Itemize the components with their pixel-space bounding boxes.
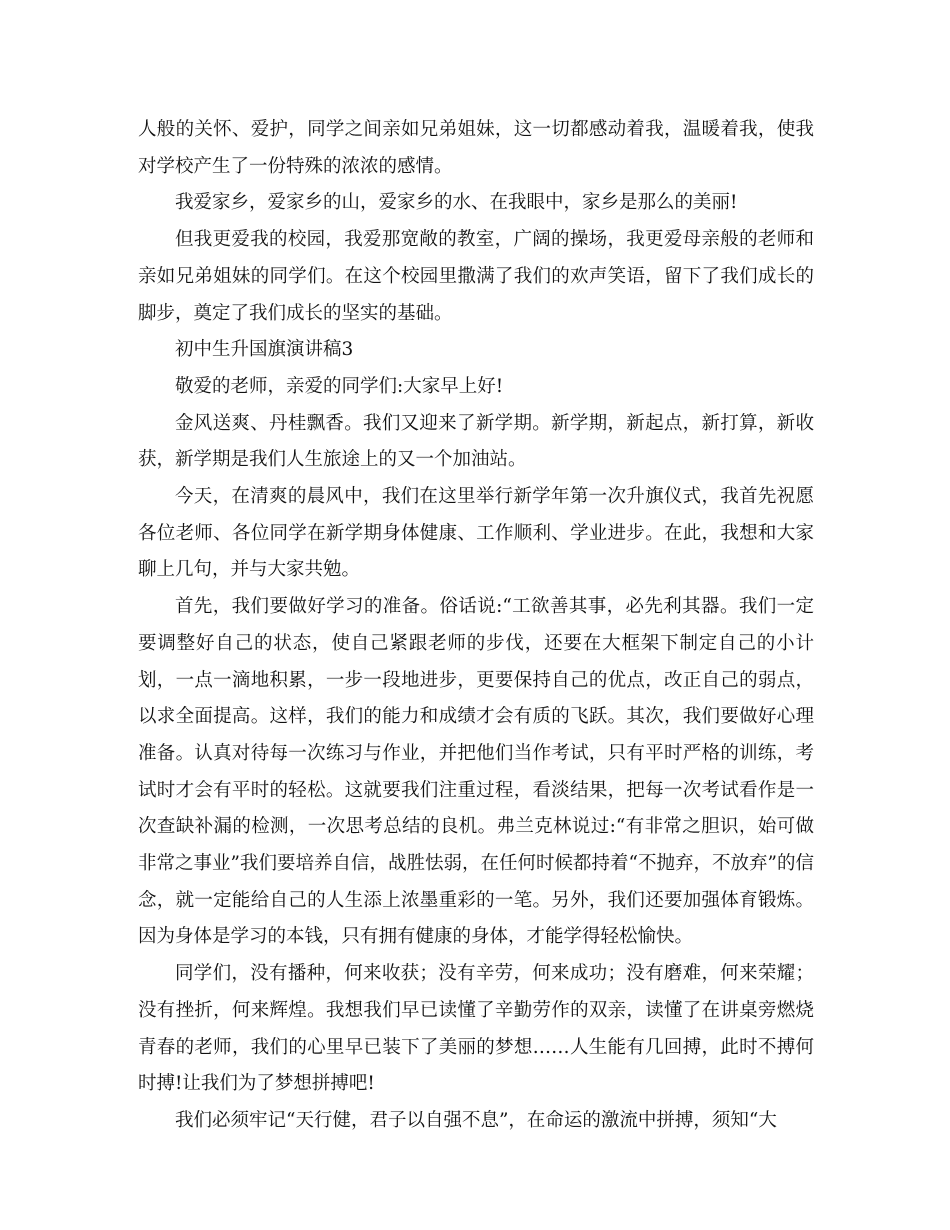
section-heading: 初中生升国旗演讲稿3 (175, 339, 354, 361)
paragraph: 我爱家乡，爱家乡的山，爱家乡的水、在我眼中，家乡是那么的美丽! (175, 192, 738, 214)
paragraph: 今天，在清爽的晨风中，我们在这里举行新学年第一次升旗仪式，我首先祝愿各位老师、各位同学在新学期身体健康、工作顺利、学业进步。在此，我想和大家聊上几句，并与大家共勉。 (138, 486, 814, 581)
paragraph: 我们必须牢记“天行健，君子以自强不息”，在命运的激流中拼搏，须知“大 (175, 1109, 777, 1131)
paragraph: 人般的关怀、爱护，同学之间亲如兄弟姐妹，这一切都感动着我，温暖着我，使我对学校产生了一份特殊的浓浓的感情。 (138, 119, 814, 177)
paragraph: 但我更爱我的校园，我爱那宽敞的教室，广阔的操场，我更爱母亲般的老师和亲如兄弟姐妹的同学们。在这个校园里撒满了我们的欢声笑语，留下了我们成长的脚步，奠定了我们成长的坚实的基础。 (138, 229, 814, 324)
paragraph: 金风送爽、丹桂飘香。我们又迎来了新学期。新学期，新起点，新打算，新收获，新学期是我们人生旅途上的又一个加油站。 (138, 412, 814, 471)
salutation: 敬爱的老师，亲爱的同学们:大家早上好! (175, 375, 504, 397)
document-page (138, 112, 814, 1140)
paragraph: 首先，我们要做好学习的准备。俗话说:“工欲善其事，必先利其器。我们一定要调整好自己的状态，使自己紧跟老师的步伐，还要在大框架下制定自己的小计划，一点一滴地积累，一步一段地进步，更要保持自己的优点，改正自己的弱点，以求全面提高。这样，我们的能力和成绩才会有质的飞跃。其次，我们要做好心理准备。认真对待每一次练习与作业，并把他们当作考试，只有平时严格的训练，考试时才会有平时的轻松。这就要我们注重过程，看淡结果，把每一次考试看作是一次查缺补漏的检测，一次思考总结的良机。弗兰克林说过:“有非常之胆识，始可做非常之事业”我们要培养自信，战胜怯弱，在任何时候都持着“不抛弃，不放弃”的信念，就一定能给自己的人生添上浓墨重彩的一笔。另外，我们还要加强体育锻炼。因为身体是学习的本钱，只有拥有健康的身体，才能学得轻松愉快。 (138, 596, 814, 948)
paragraph: 同学们，没有播种，何来收获；没有辛劳，何来成功；没有磨难，何来荣耀；没有挫折，何来辉煌。我想我们早已读懂了辛勤劳作的双亲，读懂了在讲桌旁燃烧青春的老师，我们的心里早已装下了美丽的梦想……人生能有几回搏，此时不搏何时搏!让我们为了梦想拼搏吧! (138, 963, 814, 1095)
